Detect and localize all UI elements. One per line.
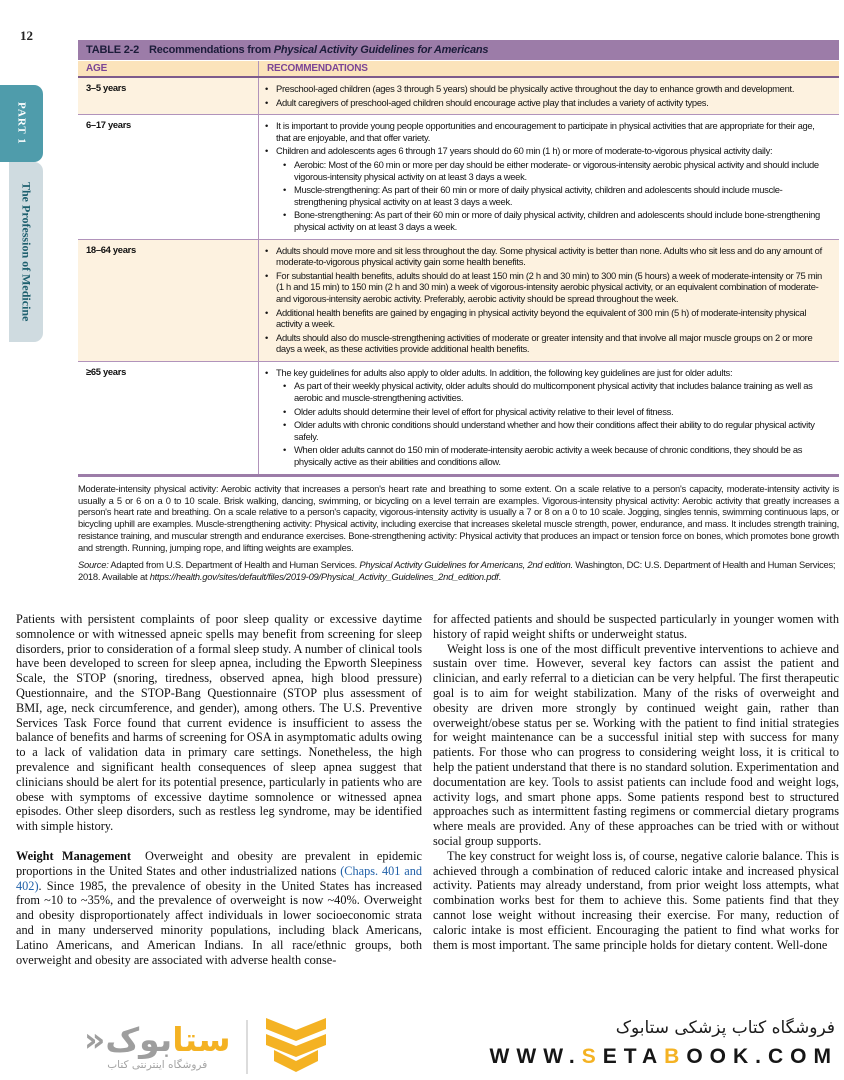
bullet-icon: • [265, 96, 268, 108]
table-row [78, 361, 839, 474]
table-row [78, 239, 839, 361]
bullet-icon: • [283, 184, 286, 196]
site-url-segment: S [581, 1045, 603, 1068]
bullet-text: Bone-strengthening: As part of their 60 min or more of daily physical activity, children and adolescents should include bone-strengthening physical activity on at least 3 days a week. [294, 209, 820, 232]
bullet-item [265, 332, 831, 355]
bullet-text: Muscle-strengthening: As part of their 60 min or more of daily physical activity, children and adolescents should include muscle-strengthening physical activity on at least 3 days a week. [294, 184, 783, 207]
bullet-text: Older adults should determine their level of effort for physical activity relative to their level of fitness. [294, 405, 674, 417]
age-cell: 3–5 years [86, 82, 127, 93]
bullet-icon: • [265, 269, 268, 281]
recommendations-cell [258, 115, 839, 238]
table-row [78, 78, 839, 114]
article-column-left [16, 612, 422, 967]
sub-bullet-item [283, 380, 831, 403]
paragraph-continuation: for affected patients and should be suspected particularly in younger women with history of rapid weight shifts or underweight status. [433, 612, 839, 641]
source-label: Source: [78, 559, 109, 571]
table-title-bar [78, 40, 839, 60]
logo-wordmark-block [84, 1020, 231, 1071]
part-tab [0, 85, 43, 162]
site-url-segment: ETA [602, 1045, 665, 1068]
bullet-item [265, 83, 831, 95]
source-period: . [498, 570, 501, 582]
column-header-recommendations: RECOMMENDATIONS [258, 61, 839, 76]
age-cell: ≥65 years [86, 365, 126, 377]
bullet-icon: • [265, 331, 268, 343]
article-column-right [433, 612, 839, 952]
text-fade-overlay [0, 972, 844, 1018]
table-source [78, 559, 839, 583]
sub-bullet-item [283, 159, 831, 182]
bullet-text: For substantial health benefits, adults should do at least 150 min (2 h and 30 min) to 300 min (5 hours) a week of moderate-intensity or 75 min (1 h and 15 min) to 150 min (2 h and 30 min) a week of vigorous-intensity aerobic physical activity, or an equivalent combination of moderate- and vigorous-intensity aerobic activity. Preferably, aerobic activity should be spread throughout the week. [276, 269, 822, 304]
source-url: https://health.gov/sites/default/files/2019-09/Physical_Activity_Guidelines_2nd_edition.pdf [149, 570, 499, 582]
paragraph-sleep-screening: Patients with persistent complaints of poor sleep quality or excessive daytime somnolence or with witnessed apneic spells may benefit from screening for sleep disorders, prior to consideration of a formal sleep study. A number of clinical tools have been developed to screen for sleep apnea, including the Epworth Sleepiness Scale, the STOP (snoring, tiredness, observed apnea, high blood pressure) Questionnaire, and the STOP-Bang Questionnaire (STOP plus assessment of BMI, age, neck circumference, and gender), among others. The U.S. Preventive Services Task Force found that current evidence is insufficient to assess the balance of benefits and harms of screening for OSA in asymptomatic adults owing to a lack of validation data in primary care settings. Nonetheless, the high prevalence and significant health consequences of sleep apnea suggest that clinicians should be alert for its potential presence, particularly in patients who are obese with symptoms of excessive daytime somnolence or witnessed apnea episodes. Other sleep disorders, such as restless leg syndrome, may be identified with simple history. [16, 612, 423, 834]
table-2-2 [78, 40, 839, 583]
sub-bullet-item [283, 444, 831, 467]
logo-wordmark [84, 1020, 231, 1059]
bullet-text: Adults should also do muscle-strengthening activities of moderate or greater intensity and that involve all major muscle groups on 2 or more days a week, as these activities provide additional health benefits. [276, 331, 813, 355]
bullet-text: Preschool-aged children (ages 3 through 5 years) should be physically active throughout the day to enhance growth and development. [276, 83, 795, 94]
table-title-italic: Physical Activity Guidelines for Americans [273, 44, 489, 56]
bullet-icon: • [265, 83, 268, 94]
paragraph-weight-management [16, 849, 422, 967]
column-header-age: AGE [86, 63, 108, 74]
bullet-text: Adult caregivers of preschool-aged children should encourage active play that includes a variety of activity types. [276, 96, 709, 108]
bullet-text: Additional health benefits are gained by engaging in physical activity beyond the equivalent of 300 min (5 h) of moderate-intensity physical activity a week. [276, 306, 807, 330]
recommendations-cell [258, 78, 839, 114]
recommendations-cell [258, 240, 839, 361]
source-text-2: Washington, DC: U.S. Department of Health and Human Services; 2018. Available at [78, 559, 836, 582]
bullet-item [265, 120, 831, 143]
bullet-icon: • [283, 419, 286, 431]
weight-management-text-1: Overweight and obesity are prevalent in epidemic proportions in the United States and other industrialized nations [16, 848, 422, 878]
recommendations-cell [258, 362, 839, 474]
table-row [78, 114, 839, 238]
table-number: TABLE 2-2 [86, 44, 140, 56]
bullet-item [265, 97, 831, 109]
source-text-1: Adapted from U.S. Department of Health and Human Services. [108, 559, 360, 571]
age-cell: 18–64 years [86, 243, 136, 255]
table-footnote: Moderate-intensity physical activity: Aerobic activity that increases a person's heart rate and breathing to some extent. On a scale relative to a person's capacity, moderate-intensity activity is usually a 5 or 6 on a 0 to 10 scale. Brisk walking, dancing, swimming, or bicycling on a level terrain are examples. Vigorous-intensity physical activity: Aerobic activity that greatly increases a person's heart rate and breathing. On a scale relative to a person's capacity, vigorous-intensity activity is usually a 7 or 8 on a 0 to 10 scale. Jogging, singles tennis, swimming continuous laps, or bicycling uphill are examples. Muscle-strengthening activity: Physical activity, including exercise that increases skeletal muscle strength, power, endurance, and mass. It includes strength training, resistance training, and muscular strength and endurance exercises. Bone-strengthening activity: Physical activity that produces an impact or tension force on bones, which promotes bone growth and strength. Running, jumping rope, and lifting weights are examples. [78, 482, 839, 554]
bullet-text: The key guidelines for adults also apply to older adults. In addition, the following key guidelines are just for older adults: [276, 366, 733, 378]
bullet-text: Older adults with chronic conditions should understand whether and how their conditions affect their ability to do regular physical activity safely. [294, 419, 815, 442]
bullet-text: When older adults cannot do 150 min of moderate-intensity aerobic activity a week because of chronic conditions, they should be as physically active as their abilities and conditions allow. [294, 444, 803, 468]
bullet-text: It is important to provide young people opportunities and encouragement to participate in physical activities that are appropriate for their age, that are enjoyable, and that offer variety. [276, 120, 815, 143]
source-title-italic: Physical Activity Guidelines for Americans, 2nd edition. [359, 559, 573, 571]
bullet-item [265, 307, 831, 330]
setabook-logo [84, 1016, 331, 1078]
bullet-icon: • [265, 366, 268, 378]
logo-guillemet: « [84, 1020, 106, 1059]
heading-weight-management: Weight Management [16, 848, 131, 863]
bullet-item [265, 270, 831, 305]
table-header-row [78, 60, 839, 78]
paragraph-weight-loss: Weight loss is one of the most difficult preventive interventions to achieve and sustain over time. However, several key factors can assist the patient and clinician, and early referral to a dietician can be very helpful. The first therapeutic goal is to aim for weight stabilization. Many of the risks of overweight and obesity are driven more strongly by continued weight gain, rather than overweight/obese status per se. Working with the patient to find initial strategies for weight maintenance can be a successful initial step with success for many patients. For those who can progress to considering weight loss, it is critical to help the patient understand that there is no standard solution. Experimentation and documentation are key. Tools to assist patients can include food and weight logs, activity logs, and smart phone apps. Some patients respond best to structured approaches such as intermittent fasting regimens or commercial dietary programs where meals are provided. Any of these approaches can be tried with or without social group supports. [433, 641, 839, 848]
logo-word-first: ستا [172, 1020, 231, 1059]
bullet-icon: • [265, 306, 268, 318]
bullet-icon: • [283, 405, 286, 417]
age-cell: 6–17 years [86, 119, 131, 131]
bullet-text: Aerobic: Most of the 60 min or more per day should be either moderate- or vigorous-intensity aerobic physical activity and should include vigorous-intensity physical activity on at least 3 days a week. [294, 158, 819, 182]
bullet-icon: • [283, 209, 286, 221]
section-tab [9, 162, 43, 342]
site-url-segment: WWW. [489, 1045, 582, 1068]
paragraph-calorie-balance: The key construct for weight loss is, of course, negative calorie balance. This is achieved through a combination of reduced caloric intake and increased physical activity. Patients may already understand, from prior weight loss attempts, what combination works best for them to achieve this. Some patients find that they cannot lose weight without increasing their exercise. For many, reduction of caloric intake is most efficient. Encouraging the patient to find what works for them is most important. The same principle holds for dietary content. Well-done [433, 848, 839, 952]
sub-bullet-item [283, 209, 831, 232]
footer-site-title-fa: فروشگاه کتاب پزشکی ستابوک [615, 1018, 835, 1038]
bullet-item [265, 145, 831, 157]
table-rows [78, 78, 839, 477]
sub-bullet-item [283, 406, 831, 418]
bullet-item [265, 367, 831, 379]
logo-word-rest: بوک [105, 1020, 173, 1059]
section-title: The Profession of Medicine [19, 182, 34, 322]
logo-divider [246, 1020, 248, 1074]
bullet-text: Children and adolescents ages 6 through 17 years should do 60 min (1 h) or more of moderate-to-vigorous physical activity daily: [276, 145, 773, 157]
page-number: 12 [20, 28, 33, 43]
chevron-emblem-icon [261, 1017, 331, 1077]
site-url-segment: OOK.COM [686, 1045, 838, 1068]
sub-bullet-item [283, 184, 831, 207]
logo-tagline: فروشگاه اینترنتی کتاب [107, 1059, 208, 1071]
bullet-icon: • [283, 380, 286, 392]
bullet-item [265, 245, 831, 268]
bullet-icon: • [265, 244, 268, 256]
sub-bullet-item [283, 419, 831, 442]
bullet-text: As part of their weekly physical activity, older adults should do multicomponent physical activity that includes balance training as well as aerobic and muscle-strengthening activities. [294, 380, 813, 404]
table-title-text: Recommendations from [149, 44, 274, 56]
bullet-icon: • [283, 158, 286, 170]
site-url-segment: B [664, 1045, 687, 1068]
bullet-text: Adults should move more and sit less throughout the day. Some physical activity is better than none. Adults who sit less and do any amount of moderate-to-vigorous physical activity gain some health benefits. [276, 244, 822, 268]
site-url [490, 1045, 838, 1069]
bullet-icon: • [265, 120, 268, 132]
weight-management-text-2: . Since 1985, the prevalence of obesity in the United States has increased from ~10 to ~35%, and the prevalence of overweight is now ~40%. Overweight and obesity disproportionately affect individuals in lower socioeconomic strata and in many underserved minority populations, including black Americans, Latino Americans, and American Indians. In all race/ethnic groups, both overweight and obesity are associated with adverse health conse- [16, 878, 422, 967]
bullet-icon: • [283, 444, 286, 456]
chapter-link[interactable]: (Chaps. 401 and 402) [16, 863, 422, 893]
bullet-icon: • [265, 145, 268, 157]
part-label: PART 1 [15, 102, 28, 145]
